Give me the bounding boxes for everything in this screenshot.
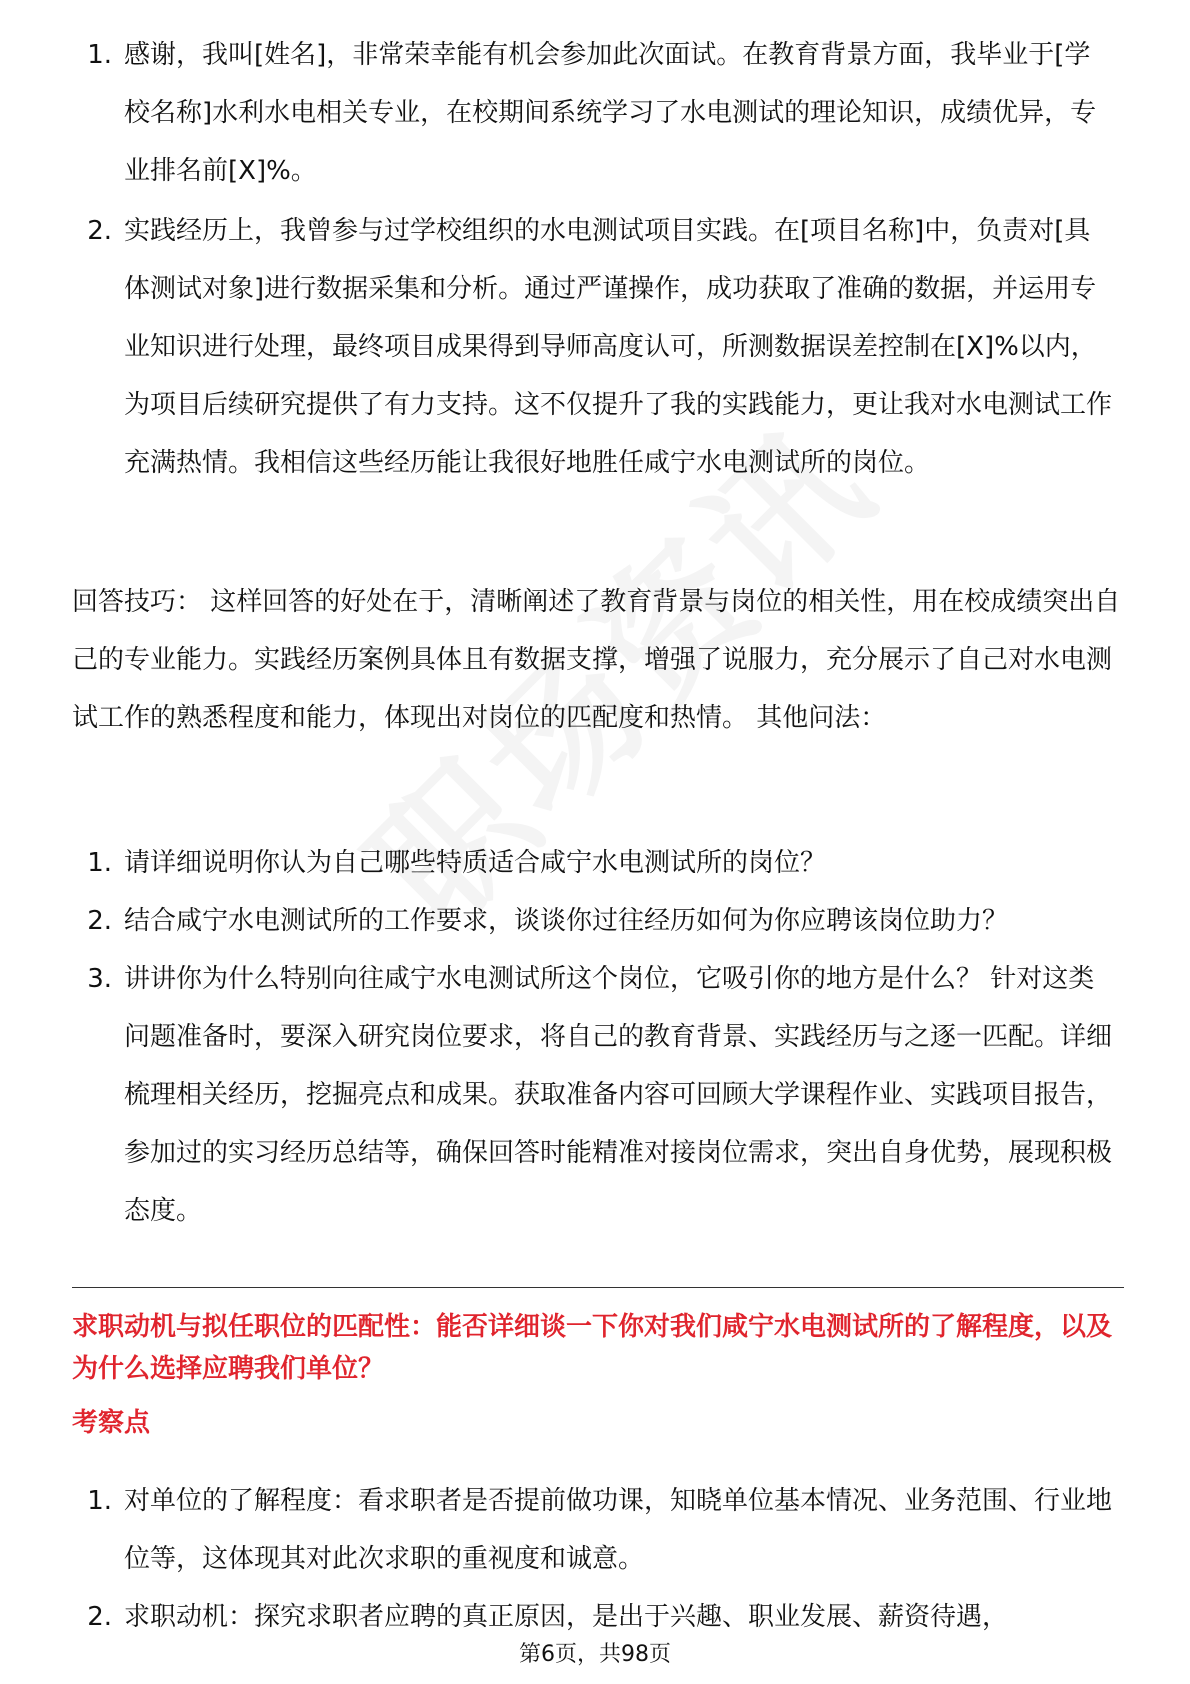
list-number: 2.: [87, 216, 112, 246]
list-item-text: 求职动机：探究求职者应聘的真正原因，是出于兴趣、职业发展、薪资待遇，: [124, 1602, 1009, 1632]
answer-list: [87, 26, 1114, 492]
answer-tip-paragraph: 回答技巧： 这样回答的好处在于，清晰阐述了教育背景与岗位的相关性，用在校成绩突出自己的专业能力。实践经历案例具体且有数据支撑，增强了说服力，充分展示了自己对水电测试工作的熟悉程度和能力，体现出对岗位的匹配度和热情。 其他问法：: [72, 587, 1121, 733]
list-item-text: 实践经历上，我曾参与过学校组织的水电测试项目实践。在[项目名称]中，负责对[具体测试对象]进行数据采集和分析。通过严谨操作，成功获取了准确的数据，并运用专业知识进行处理，最终项目成果得到导师高度认可，所测数据误差控制在[X]%以内，为项目后续研究提供了有力支持。这不仅提升了我的实践能力，更让我对水电测试工作充满热情。我相信这些经历能让我很好地胜任咸宁水电测试所的岗位。: [124, 216, 1113, 478]
list-item: [87, 26, 1114, 200]
list-number: 1.: [87, 40, 112, 70]
list-item-text: 对单位的了解程度：看求职者是否提前做功课，知晓单位基本情况、业务范围、行业地位等，这体现其对此次求职的重视度和诚意。: [124, 1486, 1113, 1574]
question-heading: 求职动机与拟任职位的匹配性：能否详细谈一下你对我们咸宁水电测试所的了解程度，以及为什么选择应聘我们单位？: [72, 1312, 1113, 1384]
list-item: [87, 202, 1114, 492]
assessment-points-list: [87, 1472, 1114, 1646]
list-number: 2.: [87, 906, 112, 936]
list-item: [87, 1472, 1114, 1588]
list-number: 2.: [87, 1602, 112, 1632]
list-item-text: 结合咸宁水电测试所的工作要求，谈谈你过往经历如何为你应聘该岗位助力？: [124, 906, 1009, 936]
list-number: 3.: [87, 964, 112, 994]
list-item: [87, 892, 1114, 950]
list-item: [87, 834, 1114, 892]
other-questions-list: [87, 834, 1114, 1240]
list-item-text: 感谢，我叫[姓名]，非常荣幸能有机会参加此次面试。在教育背景方面，我毕业于[学校名称]水利水电相关专业，在校期间系统学习了水电测试的理论知识，成绩优异，专业排名前[X]%。: [124, 40, 1097, 186]
list-item: [87, 950, 1114, 1240]
list-number: 1.: [87, 1486, 112, 1516]
assessment-points-heading: 考察点: [72, 1408, 151, 1438]
list-item: [87, 1588, 1114, 1646]
section-divider: [72, 1287, 1124, 1288]
list-item-text: 讲讲你为什么特别向往咸宁水电测试所这个岗位，它吸引你的地方是什么？ 针对这类问题准备时，要深入研究岗位要求，将自己的教育背景、实践经历与之逐一匹配。详细梳理相关经历，挖掘亮点和成果。获取准备内容可回顾大学课程作业、实践项目报告，参加过的实习经历总结等，确保回答时能精准对接岗位需求，突出自身优势，展现积极态度。: [124, 964, 1113, 1226]
page-footer: 第6页，共98页: [519, 1642, 671, 1667]
list-number: 1.: [87, 848, 112, 878]
list-item-text: 请详细说明你认为自己哪些特质适合咸宁水电测试所的岗位？: [124, 848, 827, 878]
